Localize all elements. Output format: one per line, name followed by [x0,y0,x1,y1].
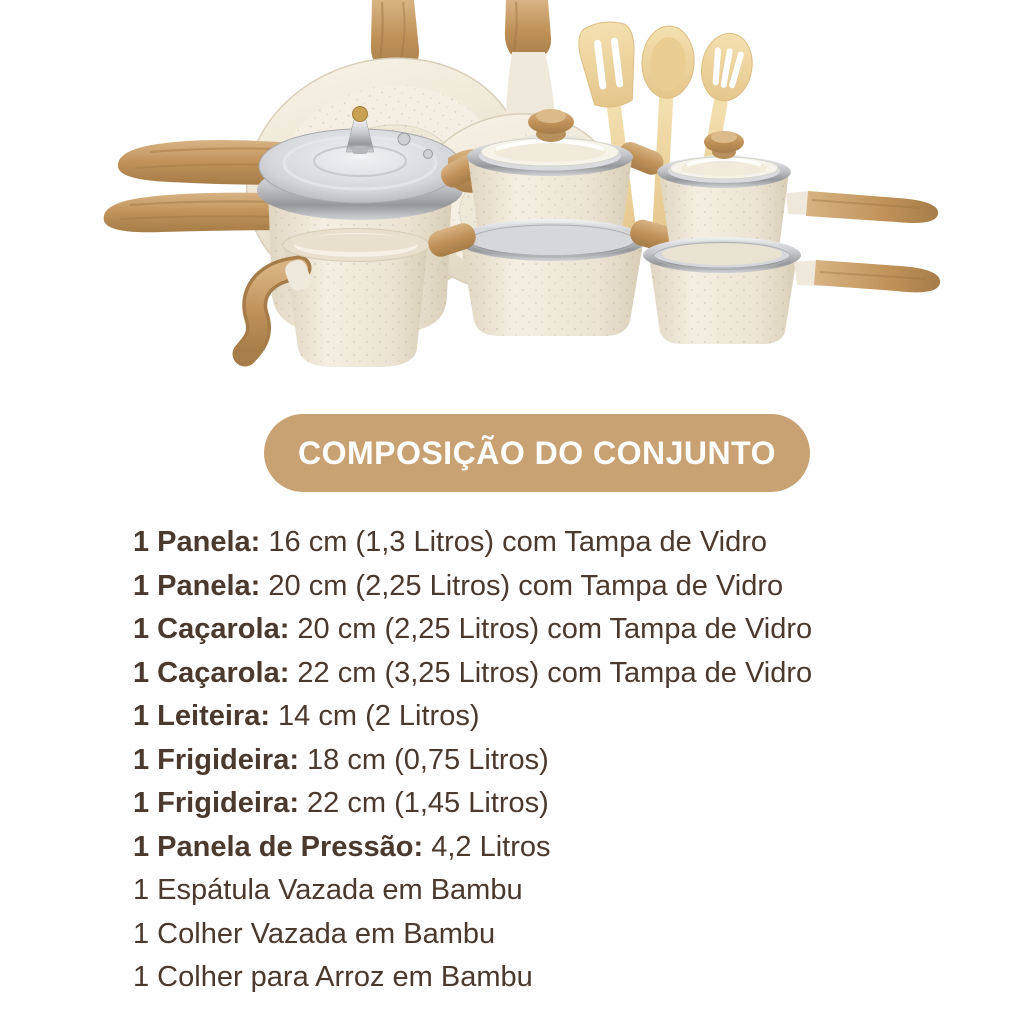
list-item: 1 Caçarola: 20 cm (2,25 Litros) com Tampa de Vidro [133,613,813,645]
list-item: 1 Espátula Vazada em Bambu [133,874,523,906]
list-item: 1 Leiteira: 14 cm (2 Litros) [133,700,480,732]
saucepan-open [643,237,940,344]
composition-list [133,521,812,1000]
list-item: 1 Colher Vazada em Bambu [133,917,496,950]
list-item: 1 Colher para Arroz em Bambu [133,961,533,993]
product-photo [0,0,1024,400]
section-title: COMPOSIÇÃO DO CONJUNTO [298,434,776,471]
list-item: 1 Panela de Pressão: 4,2 Litros [133,830,551,863]
list-item: 1 Panela: 20 cm (2,25 Litros) com Tampa de Vidro [133,569,784,602]
list-item: 1 Caçarola: 22 cm (3,25 Litros) com Tampa de Vidro [133,656,813,689]
list-item: 1 Panela: 16 cm (1,3 Litros) com Tampa de Vidro [133,526,767,558]
saucepan-with-lid [657,131,938,249]
list-item: 1 Frigideira: 18 cm (0,75 Litros) [133,743,549,776]
list-item: 1 Frigideira: 22 cm (1,45 Litros) [133,787,549,819]
section-title-banner [264,414,810,492]
